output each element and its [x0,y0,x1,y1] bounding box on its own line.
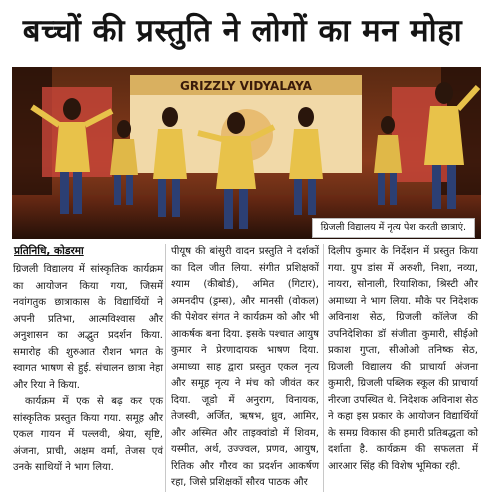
news-photo [12,67,481,239]
paragraph: कार्यक्रम में एक से बढ़ कर एक सांस्कृतिक प्रस्तुत किया गया. समूह और एकल गायन में पल्लवी, श्रेया, सृष्टि, अंजना, प्राची, अक्षम वर्मा, तेजस एवं उनके साथियों ने भाग लिया. [13,396,163,473]
column-2 [171,244,319,492]
column-divider [165,244,166,492]
stage-scene [12,67,481,239]
column-1 [13,262,163,477]
column-3 [328,244,478,475]
paragraph: ग्रिजली विद्यालय में सांस्कृतिक कार्यक्रम का आयोजन किया गया, जिसमें नवांगतुक छात्राकास के विद्यार्थियों ने अपनी प्रतिभा, आत्मविश्वास और अनुशासन का अद्भुत प्रदर्शन किया. समारोह की शुरुआत रौशन भगत के स्वागत भाषण से हुई. संचालन छात्रा नेहा और रिया ने किया. [13,264,163,391]
banner-text: GRIZZLY VIDYALAYA [180,79,312,93]
paragraph: दिलीप कुमार के निर्देशन में प्रस्तुत किया गया. ग्रुप डांस में अरुशी, निशा, नव्या, नायरा, सोनाली, रियाशिका, श्रिस्टी और अमाध्या ने भाग लिया. मौके पर निदेशक अविनाश सेठ, ग्रिजली कॉलेज की उपनिदेशिका डॉ संजीता कुमारी, सीईओ प्रकाश गुप्ता, सीओओ तनिष्क सेठ, ग्रिजली विद्यालय की प्राचार्या अंजना कुमारी, ग्रिजली पब्लिक स्कूल की प्राचार्या नीरजा उपस्थित थे. निदेशक अविनाश सेठ ने कहा इस प्रकार के आयोजन विद्यार्थियों के समग्र विकास की हमारी प्रतिबद्धता को दर्शाता है. कार्यक्रम की सफलता में आरआर सिंह की विशेष भूमिका रही. [328,246,478,472]
byline: प्रतिनिधि, कोडरमा [14,245,84,257]
paragraph: पीयूष की बांसुरी वादन प्रस्तुति ने दर्शकों का दिल जीत लिया. संगीत प्रशिक्षकों श्याम (कीबोर्ड), अमित (गिटार), अमनदीप (ड्रम्स), और मानसी (वोकल) की पेशेवर संगत ने कार्यक्रम को और भी आकर्षक बना दिया. इसके पश्चात आयुष कुमार ने प्रेरणादायक भाषण दिया. अमाध्या साह द्वारा प्रस्तुत एकल नृत्य और समूह नृत्य ने मंच को जीवंत कर दिया. जूडो में अनुराग, विनायक, तेजस्वी, अर्जित, ऋषभ, ध्रुव, आमिर, और अस्मित और ताइक्वांडो में शिवम, यस्मीत, अर्थ, उज्ज्वल, प्रणव, आयुष, रितिक और गौरव का प्रदर्शन आकर्षण रहा, जिसे प्रशिक्षकों सौरव पाठक और [171,246,319,488]
column-divider [323,244,324,492]
photo-caption: ग्रिजली विद्यालय में नृत्य पेश करती छात्राएं. [312,218,475,238]
headline: बच्चों की प्रस्तुति ने लोगों का मन मोहा [22,13,463,49]
